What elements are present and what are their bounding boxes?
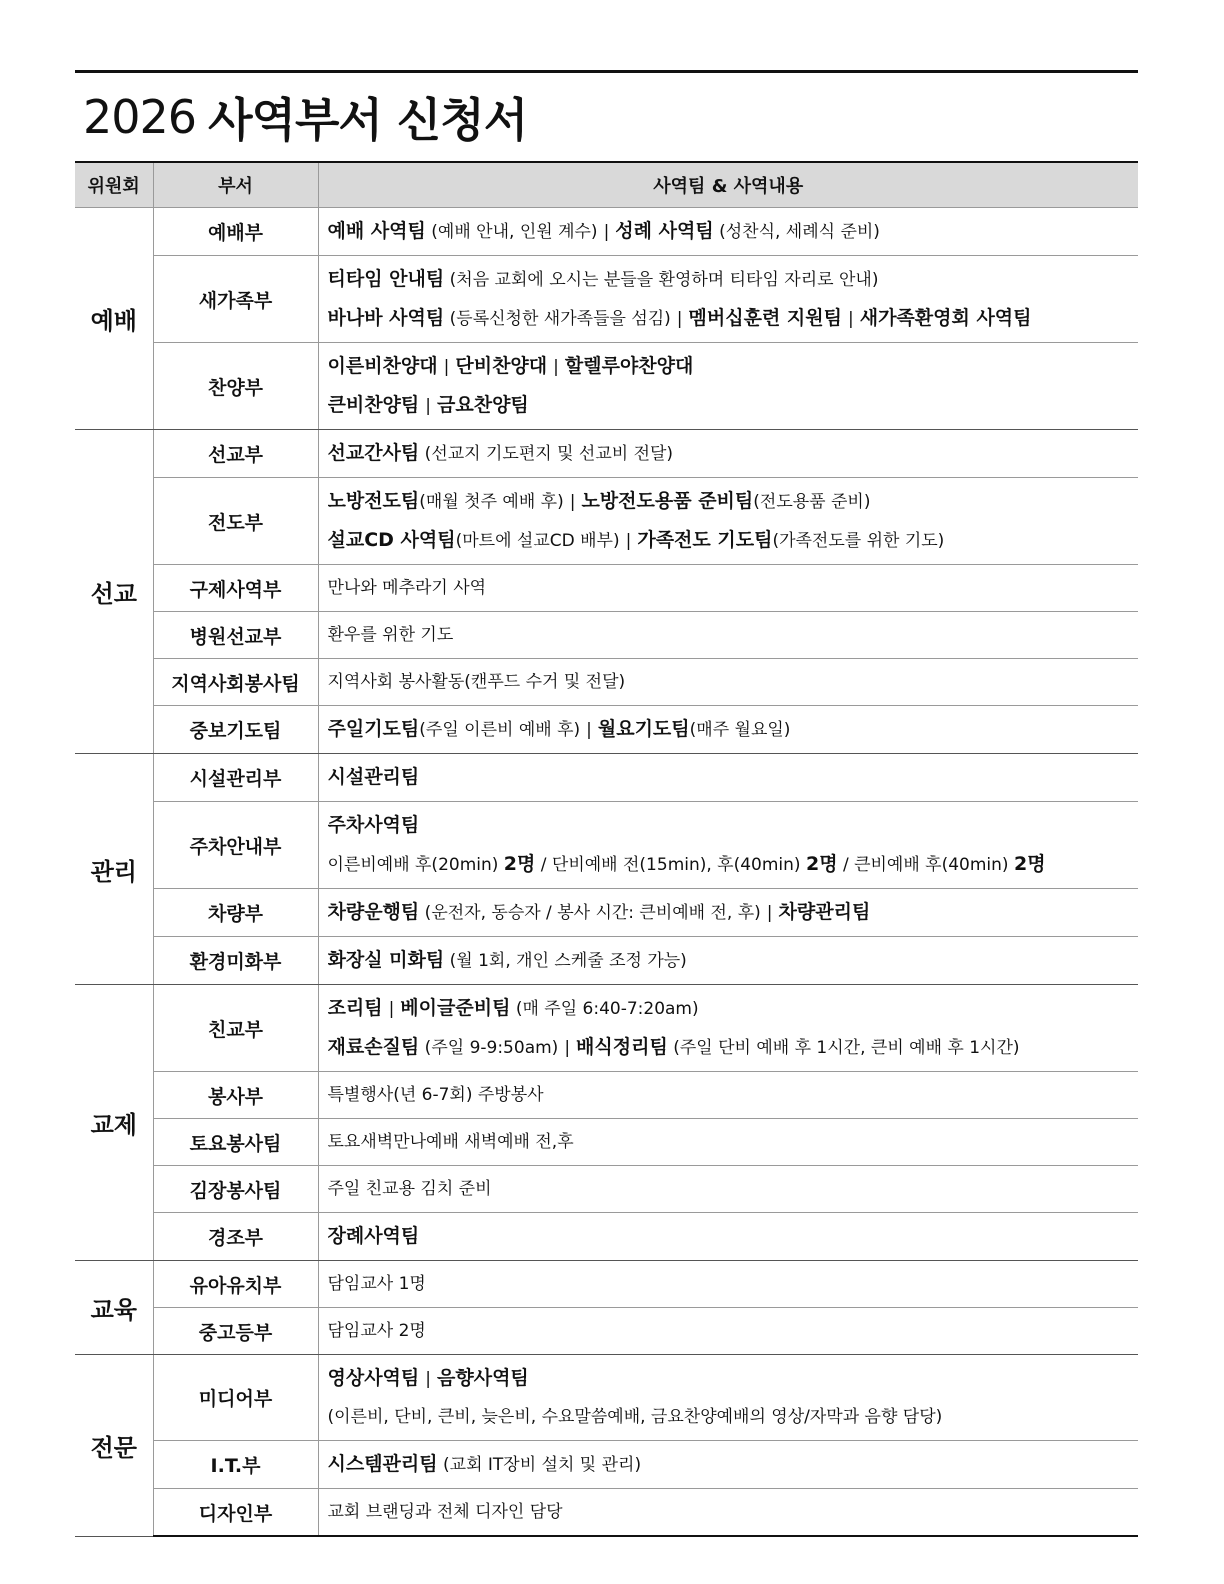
content-line (328, 434, 1130, 473)
team-content-cell (318, 802, 1138, 889)
table-row (75, 565, 1138, 612)
team-name: 큰비찬양팀 (327, 394, 420, 416)
team-content-cell (318, 1489, 1138, 1537)
team-description: 지역사회 봉사활동(캔푸드 수거 및 전달) (327, 672, 626, 692)
committee-cell: 교제 (75, 985, 153, 1261)
header-department: 부서 (153, 162, 318, 208)
team-content-cell (318, 478, 1138, 565)
table-row (75, 1166, 1138, 1213)
team-description: (처음 교회에 오시는 분들을 환영하며 티타임 자리로 안내) (444, 270, 879, 290)
content-line (328, 347, 1130, 386)
table-header-row (75, 162, 1138, 208)
title-year: 2026 (83, 90, 197, 144)
content-line (328, 1359, 1130, 1398)
team-name: 차량운행팀 (327, 901, 420, 923)
department-cell: 찬양부 (153, 343, 318, 430)
team-name: 2명 (805, 853, 838, 875)
content-line (328, 521, 1130, 560)
team-content-cell (318, 1355, 1138, 1441)
team-description: (주일 9-9:50am) (419, 1038, 559, 1058)
team-name: 가족전도 기도팀 (637, 529, 773, 551)
team-description: (전도용품 준비) (753, 492, 871, 512)
team-description: 담임교사 1명 (327, 1274, 426, 1294)
team-content-cell (318, 1213, 1138, 1261)
table-row (75, 1261, 1138, 1308)
separator: | (553, 357, 559, 377)
content-line (328, 1445, 1130, 1484)
committee-cell: 교육 (75, 1261, 153, 1355)
team-content-cell (318, 1441, 1138, 1489)
content-line (328, 1076, 1130, 1114)
team-content-cell (318, 889, 1138, 937)
team-content-cell (318, 256, 1138, 343)
content-line (328, 1398, 1130, 1436)
department-cell: 차량부 (153, 889, 318, 937)
team-description: 주일 친교용 김치 준비 (327, 1179, 492, 1199)
team-description: (선교지 기도편지 및 선교비 전달) (419, 444, 674, 464)
team-name: 설교CD 사역팀 (327, 529, 456, 551)
content-line (328, 212, 1130, 251)
team-name: 화장실 미화팀 (327, 949, 445, 971)
content-line (328, 1028, 1130, 1067)
department-cell: 봉사부 (153, 1072, 318, 1119)
department-cell: 경조부 (153, 1213, 318, 1261)
team-content-cell (318, 612, 1138, 659)
content-line (328, 758, 1130, 797)
team-name: 시스템관리팀 (327, 1453, 438, 1475)
table-row (75, 937, 1138, 985)
team-name: 티타임 안내팀 (327, 268, 445, 290)
department-cell: 환경미화부 (153, 937, 318, 985)
table-row (75, 802, 1138, 889)
separator: | (766, 903, 773, 923)
content-line (328, 941, 1130, 980)
separator: | (388, 999, 395, 1019)
content-line (328, 989, 1130, 1028)
team-content-cell (318, 1261, 1138, 1308)
content-line (328, 1170, 1130, 1208)
department-cell: 새가족부 (153, 256, 318, 343)
department-cell: 시설관리부 (153, 754, 318, 802)
team-name: 멤버십훈련 지원팀 (688, 307, 842, 329)
table-row (75, 754, 1138, 802)
team-name: 음향사역팀 (437, 1367, 529, 1389)
team-description: (성찬식, 세례식 준비) (713, 222, 880, 242)
team-name: 바나바 사역팀 (327, 307, 445, 329)
department-cell: 구제사역부 (153, 565, 318, 612)
title-main: 사역부서 신청서 (208, 93, 528, 147)
team-name: 장례사역팀 (327, 1225, 420, 1247)
department-cell: 지역사회봉사팀 (153, 659, 318, 706)
team-content-cell (318, 565, 1138, 612)
team-description: (등록신청한 새가족들을 섬김) (444, 309, 671, 329)
table-row (75, 343, 1138, 430)
team-name: 월요기도팀 (597, 718, 690, 740)
team-content-cell (318, 430, 1138, 478)
department-cell: 주차안내부 (153, 802, 318, 889)
content-line (328, 260, 1130, 299)
table-row (75, 478, 1138, 565)
department-cell: 토요봉사팀 (153, 1119, 318, 1166)
team-description: (매주 월요일) (689, 720, 791, 740)
committee-cell: 관리 (75, 754, 153, 985)
team-name: 시설관리팀 (327, 766, 420, 788)
team-description: (교회 IT장비 설치 및 관리) (437, 1455, 642, 1475)
table-row (75, 612, 1138, 659)
team-name: 주일기도팀 (327, 718, 420, 740)
team-content-cell (318, 659, 1138, 706)
content-line (328, 1217, 1130, 1256)
separator: | (425, 1369, 432, 1389)
team-description: 특별행사(년 6-7회) 주방봉사 (327, 1085, 544, 1105)
team-content-cell (318, 706, 1138, 754)
content-line (328, 1312, 1130, 1350)
ministry-table (75, 161, 1138, 1537)
team-name: 차량관리팀 (778, 901, 871, 923)
team-description: (월 1회, 개인 스케줄 조정 가능) (444, 951, 687, 971)
team-description: (마트에 설교CD 배부) (455, 531, 620, 551)
table-row (75, 430, 1138, 478)
table-row (75, 1213, 1138, 1261)
team-name: 배식정리팀 (576, 1036, 668, 1058)
content-line (328, 299, 1130, 338)
team-description: (매월 첫주 예배 후) (419, 492, 564, 512)
content-line (328, 710, 1130, 749)
content-line (328, 806, 1130, 845)
department-cell: 미디어부 (153, 1355, 318, 1441)
department-cell: 디자인부 (153, 1489, 318, 1537)
team-name: 할렐루야찬양대 (564, 355, 694, 377)
separator: | (425, 396, 432, 416)
team-description: 토요새벽만나예배 새벽예배 전,후 (327, 1132, 574, 1152)
team-content-cell (318, 985, 1138, 1072)
department-cell: 중보기도팀 (153, 706, 318, 754)
department-cell: 친교부 (153, 985, 318, 1072)
team-name: 2명 (503, 853, 536, 875)
department-cell: 예배부 (153, 208, 318, 256)
table-row (75, 659, 1138, 706)
team-description: (이른비, 단비, 큰비, 늦은비, 수요말씀예배, 금요찬양예배의 영상/자막과 음향 담당) (327, 1407, 943, 1427)
table-row (75, 1072, 1138, 1119)
separator: | (676, 309, 683, 329)
team-content-cell (318, 1119, 1138, 1166)
content-line (328, 569, 1130, 607)
separator: | (847, 309, 854, 329)
table-row (75, 1308, 1138, 1355)
table-row (75, 1489, 1138, 1537)
team-name: 재료손질팀 (327, 1036, 420, 1058)
table-row (75, 1355, 1138, 1441)
team-name: 주차사역팀 (327, 814, 420, 836)
department-cell: 김장봉사팀 (153, 1166, 318, 1213)
team-name: 영상사역팀 (327, 1367, 420, 1389)
team-description: (운전자, 동승자 / 봉사 시간: 큰비예배 전, 후) (419, 903, 761, 923)
separator: | (564, 1038, 571, 1058)
table-row (75, 889, 1138, 937)
separator: | (569, 492, 576, 512)
content-line (328, 482, 1130, 521)
team-description: (주일 단비 예배 후 1시간, 큰비 예배 후 1시간) (667, 1038, 1020, 1058)
content-line (328, 663, 1130, 701)
separator: | (625, 531, 632, 551)
separator: | (586, 720, 592, 740)
team-name: 노방전도팀 (327, 490, 420, 512)
separator: | (603, 222, 610, 242)
department-cell: I.T.부 (153, 1441, 318, 1489)
team-description: (주일 이른비 예배 후) (419, 720, 581, 740)
department-cell: 중고등부 (153, 1308, 318, 1355)
committee-cell: 전문 (75, 1355, 153, 1537)
table-row (75, 256, 1138, 343)
table-row (75, 706, 1138, 754)
team-name: 베이글준비팀 (400, 997, 511, 1019)
team-content-cell (318, 937, 1138, 985)
content-line (328, 616, 1130, 654)
team-description: / 큰비예배 후(40min) (837, 855, 1014, 875)
team-description: 담임교사 2명 (327, 1321, 426, 1341)
team-name: 2명 (1013, 853, 1046, 875)
content-line (328, 1265, 1130, 1303)
team-name: 예배 사역팀 (327, 220, 426, 242)
team-description: (예배 안내, 인원 계수) (425, 222, 598, 242)
team-content-cell (318, 343, 1138, 430)
team-name: 성례 사역팀 (615, 220, 714, 242)
content-line (328, 1493, 1130, 1531)
team-description: (가족전도를 위한 기도) (772, 531, 945, 551)
content-line (328, 845, 1130, 884)
content-line (328, 1123, 1130, 1161)
team-content-cell (318, 754, 1138, 802)
team-description: 만나와 메추라기 사역 (327, 578, 487, 598)
application-form (75, 70, 1138, 1537)
team-content-cell (318, 1308, 1138, 1355)
team-name: 조리팀 (327, 997, 383, 1019)
team-description: / 단비예배 전(15min), 후(40min) (535, 855, 806, 875)
team-description: 이른비예배 후(20min) (327, 855, 504, 875)
committee-cell: 예배 (75, 208, 153, 430)
committee-cell: 선교 (75, 430, 153, 754)
team-description: (매 주일 6:40-7:20am) (510, 999, 699, 1019)
header-team-content: 사역팀 & 사역내용 (318, 162, 1138, 208)
team-name: 이른비찬양대 (327, 355, 438, 377)
team-name: 단비찬양대 (455, 355, 548, 377)
team-content-cell (318, 208, 1138, 256)
table-row (75, 985, 1138, 1072)
team-content-cell (318, 1166, 1138, 1213)
team-description: 환우를 위한 기도 (327, 625, 454, 645)
content-line (328, 386, 1130, 425)
team-name: 금요찬양팀 (437, 394, 529, 416)
team-description: 교회 브랜딩과 전체 디자인 담당 (327, 1502, 563, 1522)
team-name: 새가족환영회 사역팀 (859, 307, 1032, 329)
page-title (75, 73, 1138, 161)
team-name: 노방전도용품 준비팀 (581, 490, 754, 512)
department-cell: 병원선교부 (153, 612, 318, 659)
table-row (75, 1441, 1138, 1489)
separator: | (443, 357, 450, 377)
team-content-cell (318, 1072, 1138, 1119)
content-line (328, 893, 1130, 932)
header-committee: 위원회 (75, 162, 153, 208)
department-cell: 유아유치부 (153, 1261, 318, 1308)
department-cell: 선교부 (153, 430, 318, 478)
department-cell: 전도부 (153, 478, 318, 565)
table-row (75, 1119, 1138, 1166)
table-row (75, 208, 1138, 256)
team-name: 선교간사팀 (327, 442, 420, 464)
